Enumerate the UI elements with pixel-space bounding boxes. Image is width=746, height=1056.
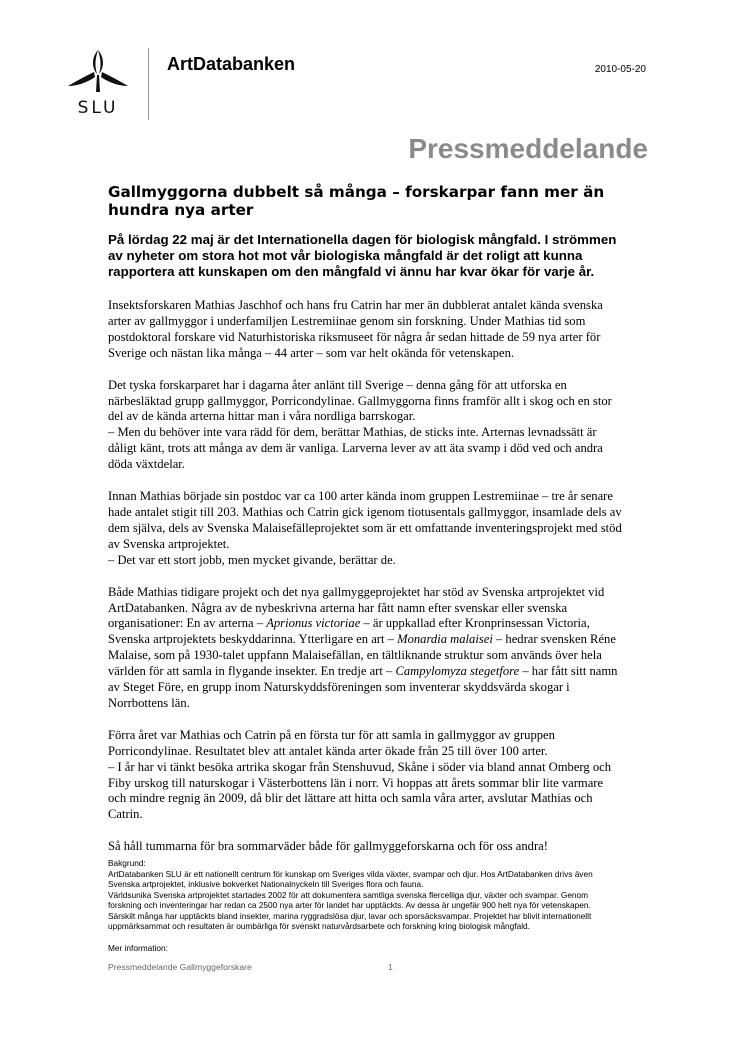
body-line: arter av gallmyggor i underfamiljen Lestremiinae genom sin forskning. Under Mathias tid som <box>108 313 586 328</box>
text-run: – har fått sitt namn <box>519 664 618 679</box>
body-line: Insektsforskaren Mathias Jaschhof och hans fru Catrin har mer än dubblerat antalet kända svenska <box>108 298 603 312</box>
background-line: Särskilt många har upptäckts bland insekter, marina ryggradslösa djur, lavar och sporsäcksvampar. Projektet har blivit internationellt <box>108 910 592 921</box>
body-line: postdoktoral forskare vid Naturhistoriska riksmuseet för några år sedan hittade de 59 nya arter för <box>108 329 601 344</box>
headline-line: Gallmyggorna dubbelt så många – forskarpar fann mer än <box>108 183 605 201</box>
paragraph-5 <box>108 728 653 823</box>
body-line: Sverige och nästan lika många – 44 arter – som var helt okända för vetenskapen. <box>108 345 515 360</box>
organization-name: ArtDatabanken <box>167 54 296 74</box>
paragraph-2 <box>108 378 653 473</box>
species-name: Campylomyza stegetfore <box>395 664 520 679</box>
body-line: Det tyska forskarparet har i dagarna åter anlänt till Sverige – denna gång för att utforska en <box>108 377 567 392</box>
body-line <box>108 664 653 680</box>
body-line: Förra året var Mathias och Catrin på en första tur för att samla in gallmyggor av gruppen <box>108 727 555 742</box>
lead-line: av nyheter om stora hot mot vår biologiska mångfald är det roligt att kunna <box>108 248 583 263</box>
body-line: del av de kända arterna hittar man i våra nordliga barrskogar. <box>108 409 416 424</box>
species-name: Aprionus victoriae <box>266 616 361 631</box>
body-line: – Men du behöver inte vara rädd för dem, berättar Mathias, de sticks inte. Arternas levnadssätt är <box>108 425 597 440</box>
body-line: döda växtdelar. <box>108 457 185 472</box>
page-number: 1 <box>388 962 393 972</box>
footer-text: Pressmeddelande Gallmyggeforskare <box>108 962 252 972</box>
body-line: Catrin. <box>108 807 143 822</box>
text-run: organisationer: En av arterna – <box>108 616 267 631</box>
body-line: och mindre regnig än 2009, då blir det lättare att hitta och samla våra arter, avslutar Mathias och <box>108 791 593 806</box>
body-line: Både Mathias tidigare projekt och det nya gallmyggeprojektet har stöd av Svenska artprojektet vid <box>108 584 605 599</box>
body-line <box>108 616 653 632</box>
species-name: Monardia malaisei <box>397 632 493 647</box>
document-type: Pressmeddelande <box>408 133 648 164</box>
body-line: – Det var ett stort jobb, men mycket givande, berättar de. <box>108 552 396 567</box>
document-date: 2010-05-20 <box>594 64 646 75</box>
body-line: Porricondylinae. Resultatet blev att antalet kända arter ökade från 25 till över 100 arter. <box>108 743 548 758</box>
paragraph-1 <box>108 298 653 362</box>
text-run: – hedrar svensken Réne <box>492 632 616 647</box>
body-line: dåligt känt, trots att många av dem är vanliga. Larverna lever av att äta svamp i död ved och andra <box>108 441 603 456</box>
body-line: Innan Mathias började sin postdoc var ca 100 arter kända inom gruppen Lestremiinae – tre år senare <box>108 489 613 504</box>
paragraph-3 <box>108 489 653 569</box>
text-run: – är uppkallad efter Kronprinsessan Victoria, <box>360 616 590 631</box>
body-line: ArtDatabanken. Några av de nybeskrivna arterna har fått namn efter svenskar eller svenska <box>108 600 568 615</box>
body-line: av Steget Före, en grupp inom Naturskyddsföreningen som inventerar skyddsvärda skogar i <box>108 680 570 695</box>
body-line: närbesläktad grupp gallmyggor, Porricondylinae. Gallmyggorna finns framför allt i skog och en stor <box>108 393 612 408</box>
text-run: Svenska artprojektets beskyddarinna. Ytterligare en art – <box>108 632 398 647</box>
headline <box>108 183 648 219</box>
body-text <box>108 298 653 871</box>
headline-line: hundra nya arter <box>108 201 254 219</box>
text-run: världen för att samla in flygande insekter. En tredje art – <box>108 664 396 679</box>
background-section <box>108 858 668 953</box>
logo-text: SLU <box>77 98 119 118</box>
paragraph-6 <box>108 839 653 855</box>
background-line: ArtDatabanken SLU är ett nationellt centrum för kunskap om Sveriges vilda växter, svampar och djur. Hos ArtDatabanken drivs även <box>108 868 593 879</box>
more-information-label: Mer information: <box>108 942 168 953</box>
background-line: forskning och inventeringar har redan ca 2500 nya arter för landet har upptäckts. Av dessa är ungefär 900 helt nya för vetenskapen. <box>108 900 591 910</box>
background-line: Världsunika Svenska artprojektet startades 2002 för att dokumentera samtliga svenska flercelliga djur, växter och svampar. Genom <box>108 889 589 900</box>
header-divider <box>148 48 149 120</box>
body-line: Malaise, som på 1930-talet uppfann Malaisefällan, en tältliknande struktur som används över hela <box>108 648 602 663</box>
background-line: uppmärksammat och resultaten är oumbärliga för svenskt naturvårdsarbete och forskning kring biologisk mångfald. <box>108 921 530 931</box>
lead-line: På lördag 22 maj är det Internationella dagen för biologisk mångfald. I strömmen <box>108 232 617 247</box>
body-line: Fiby urskog till naturskogar i Västerbottens län i norr. Vi hoppas att årets sommar blir lite varmare <box>108 775 604 790</box>
body-line: – I år har vi tänkt besöka artrika skogar från Stenshuvud, Skåne i söder via bland annat Omberg och <box>108 759 612 774</box>
background-line: Svenska artprojektet, inklusive bokverket Nationalnyckeln till Sveriges flora och fauna. <box>108 879 424 889</box>
lead-line: rapportera att kunskapen om den mångfald vi ännu har kvar ökar för varje år. <box>108 264 595 279</box>
body-line: Norrbottens län. <box>108 695 190 710</box>
slu-leaf-icon <box>64 48 132 96</box>
body-line: dem själva, dels av Svenska Malaisefälleprojektet som är ett omfattande inventeringsprojekt med stöd <box>108 520 622 535</box>
background-heading: Bakgrund: <box>108 858 146 868</box>
body-line <box>108 632 653 648</box>
body-line: hade antalet stigit till 203. Mathias och Catrin gick igenom tiotusentals gallmyggor, insamlade dels av <box>108 504 622 519</box>
paragraph-4 <box>108 585 653 712</box>
slu-logo <box>64 48 132 124</box>
body-line: Så håll tummarna för bra sommarväder både för gallmyggeforskarna och för oss andra! <box>108 839 548 854</box>
lead-paragraph <box>108 232 653 280</box>
body-line: av Svenska artprojektet. <box>108 536 230 551</box>
